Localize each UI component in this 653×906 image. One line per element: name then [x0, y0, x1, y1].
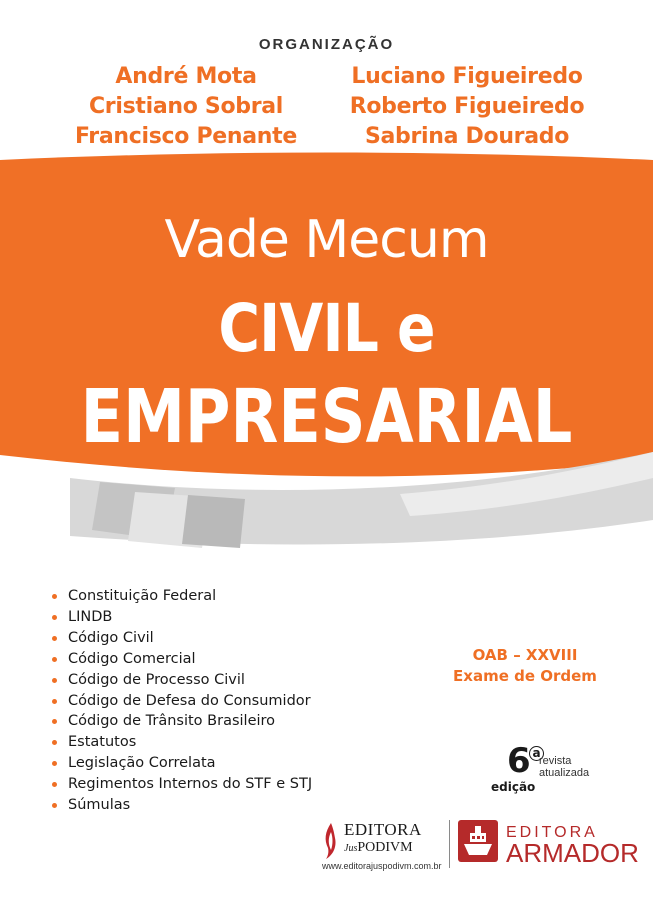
- publisher-1-jus: Jus: [344, 843, 358, 854]
- topic-label: Código de Defesa do Consumidor: [68, 692, 311, 709]
- author-name: Cristiano Sobral: [88, 94, 284, 119]
- topic-label: LINDB: [68, 608, 113, 625]
- publisher-juspodivm-logo: [322, 818, 452, 878]
- author-name: Luciano Figueiredo: [351, 64, 583, 89]
- bullet-icon: [52, 782, 57, 787]
- list-item: [52, 670, 312, 691]
- authors-right-column: [307, 62, 627, 152]
- topic-label: Código de Processo Civil: [68, 671, 245, 688]
- topic-label: Constituição Federal: [68, 588, 217, 604]
- edition-word: edição: [491, 780, 536, 794]
- title-line-1: Vade Mecum: [164, 210, 489, 270]
- bullet-icon: [52, 657, 57, 662]
- list-item: [52, 586, 312, 607]
- topic-label: Estatutos: [68, 734, 137, 751]
- author-name: André Mota: [115, 64, 257, 89]
- topic-label: Legislação Correlata: [68, 755, 216, 772]
- flame-icon: [322, 822, 340, 860]
- publisher-2-line-1: EDITORA: [506, 824, 598, 841]
- list-item: [52, 795, 312, 816]
- bullet-icon: [52, 803, 57, 808]
- bullet-icon: [52, 699, 57, 704]
- title-line-2: CIVIL e: [218, 290, 435, 367]
- list-item: [52, 691, 312, 712]
- edition-note-line-2: atualizada: [539, 767, 590, 779]
- topic-label: Código de Trânsito Brasileiro: [68, 713, 276, 730]
- bullet-icon: [52, 761, 57, 766]
- author-name: Francisco Penante: [74, 124, 298, 149]
- topic-label: Código Comercial: [68, 650, 196, 667]
- topic-label: Regimentos Internos do STF e STJ: [68, 776, 313, 793]
- publisher-1-line-2: [344, 840, 413, 856]
- list-item: [52, 732, 312, 753]
- bullet-icon: [52, 594, 57, 599]
- topics-list: [52, 586, 312, 816]
- publisher-armador-logo: [456, 816, 646, 872]
- list-item: [52, 774, 312, 795]
- publisher-1-podivm: PODIVM: [357, 840, 413, 855]
- author-name: Roberto Figueiredo: [349, 94, 585, 119]
- list-item: [52, 649, 312, 670]
- publisher-url: www.editorajuspodivm.com.br: [322, 861, 442, 871]
- organization-label: ORGANIZAÇÃO: [258, 36, 395, 53]
- bullet-icon: [52, 678, 57, 683]
- exam-line-1: OAB – XXVIII: [472, 646, 578, 664]
- edition-number: 6: [507, 741, 531, 781]
- edition-note: [539, 755, 609, 779]
- edition-note-line-1: revista: [539, 755, 572, 767]
- exam-line-2: Exame de Ordem: [453, 667, 597, 685]
- list-item: [52, 628, 312, 649]
- bullet-icon: [52, 615, 57, 620]
- ship-icon: [456, 818, 500, 864]
- publisher-1-line-1: EDITORA: [344, 820, 422, 839]
- edition-ordinal: a: [529, 746, 544, 761]
- bullet-icon: [52, 719, 57, 724]
- bullet-icon: [52, 740, 57, 745]
- authors-left-column: [26, 62, 346, 152]
- publisher-2-line-2: ARMADOR: [506, 838, 639, 868]
- title-line-3: EMPRESARIAL: [80, 374, 573, 460]
- bullet-icon: [52, 636, 57, 641]
- list-item: [52, 711, 312, 732]
- list-item: [52, 607, 312, 628]
- exam-label: [420, 645, 630, 687]
- list-item: [52, 753, 312, 774]
- author-name: Sabrina Dourado: [364, 124, 570, 149]
- logo-divider: [449, 820, 450, 868]
- topic-label: Súmulas: [68, 797, 131, 814]
- topic-label: Código Civil: [68, 629, 154, 646]
